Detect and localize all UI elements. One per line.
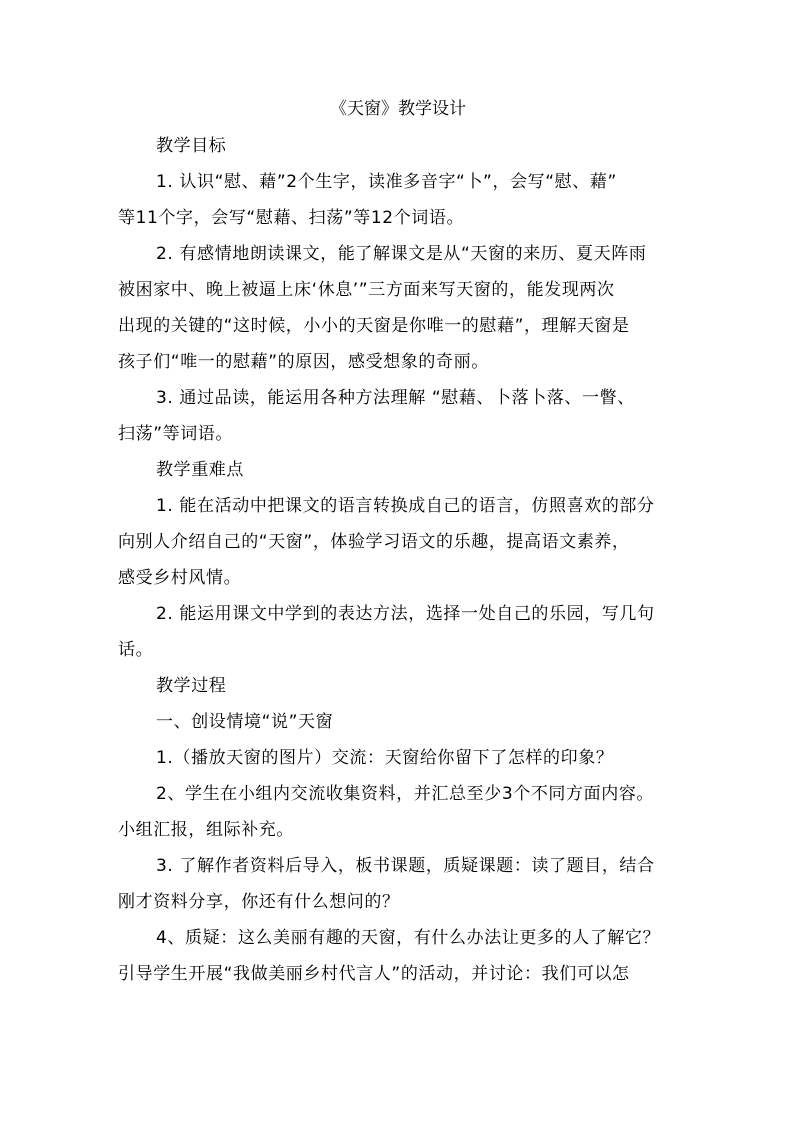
text-line: 等11个字，会写“慰藉、扫荡”等12个词语。 (118, 208, 465, 228)
text-line: 小组汇报，组际补充。 (118, 820, 294, 840)
text-line: 2. 有感情地朗读课文，能了解课文是从“天窗的来历、夏天阵雨 (156, 244, 647, 264)
text-line: 教学重难点 (156, 460, 244, 480)
text-line: 一、创设情境“说”天窗 (156, 712, 334, 732)
text-line: 1. 认识“慰、藉”2个生字，读准多音字“卜”，会写“慰、藉” (156, 172, 617, 192)
text-line: 孩子们“唯一的慰藉”的原因，感受想象的奇丽。 (118, 352, 489, 372)
text-line: 教学目标 (156, 136, 227, 156)
text-line: 出现的关键的“这时候，小小的天窗是你唯一的慰藉”，理解天窗是 (118, 316, 630, 336)
text-line: 被困家中、晚上被逼上床‘休息’”三方面来写天窗的，能发现两次 (118, 280, 615, 300)
text-line: 话。 (118, 640, 154, 660)
text-line: 2. 能运用课文中学到的表达方法，选择一处自己的乐园，写几句 (156, 604, 655, 624)
text-line: 感受乡村风情。 (118, 568, 242, 588)
text-line: 刚才资料分享，你还有什么想问的？ (118, 892, 400, 912)
text-line: 引导学生开展“我做美丽乡村代言人”的活动，并讨论：我们可以怎 (118, 964, 630, 984)
text-line: 3. 了解作者资料后导入，板书课题，质疑课题：读了题目，结合 (156, 856, 655, 876)
text-line: 1.（播放天窗的图片）交流：天窗给你留下了怎样的印象？ (156, 748, 614, 768)
text-line: 1. 能在活动中把课文的语言转换成自己的语言，仿照喜欢的部分 (156, 496, 655, 516)
document-body (118, 92, 678, 992)
text-line: 4、质疑：这么美丽有趣的天窗，有什么办法让更多的人了解它？ (156, 928, 661, 948)
text-line: 扫荡”等词语。 (118, 424, 234, 444)
text-line: 教学过程 (156, 676, 227, 696)
text-line: 3. 通过品读，能运用各种方法理解 “慰藉、卜落卜落、一瞥、 (156, 388, 635, 408)
document-lines (118, 128, 678, 992)
text-line: 向别人介绍自己的“天窗”，体验学习语文的乐趣，提高语文素养， (118, 532, 630, 552)
text-line: 2、学生在小组内交流收集资料，并汇总至少3个不同方面内容。 (156, 784, 655, 804)
document-title: 《天窗》教学设计 (330, 99, 466, 119)
